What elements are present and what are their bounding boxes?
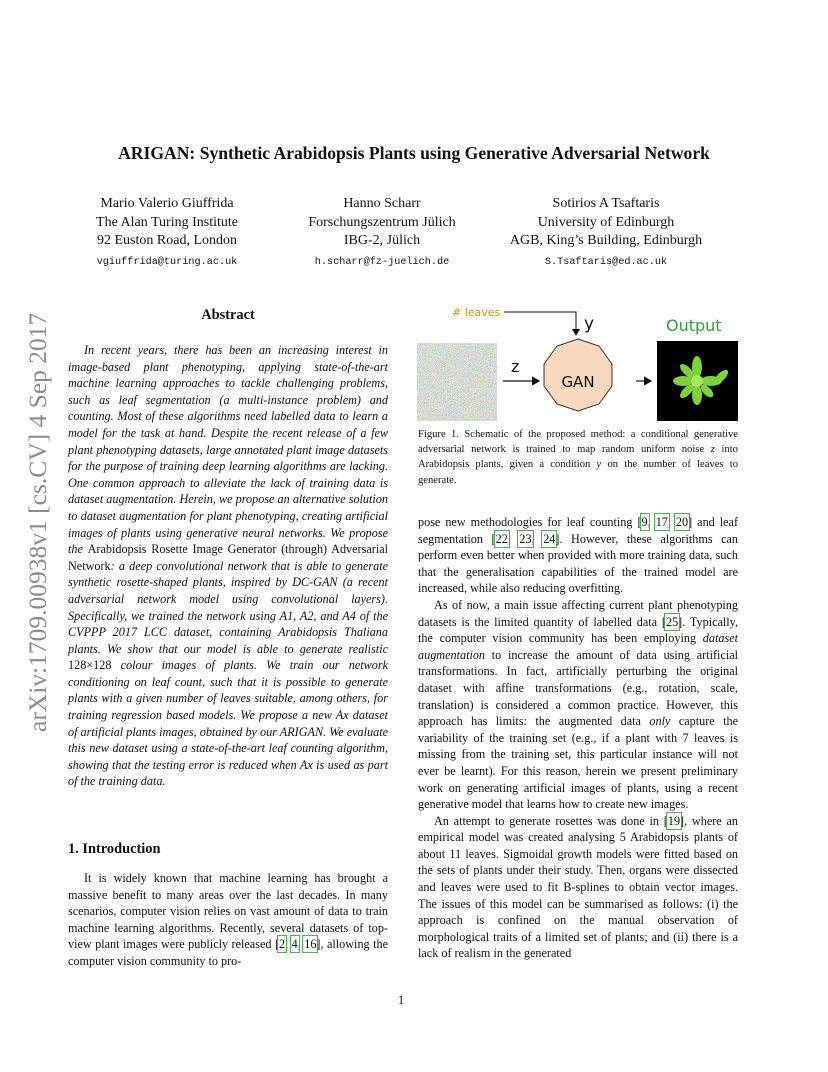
paragraph-text: , allowing the computer vision community to pro-	[68, 937, 388, 968]
author-name: Mario Valerio Giuffrida	[100, 196, 234, 211]
abstract-heading: Abstract	[201, 307, 255, 323]
figure-caption	[418, 427, 738, 488]
arxiv-stamp	[22, 292, 52, 732]
emphasis-text: only	[649, 714, 671, 729]
caption-text: on the number of leaves to generate.	[418, 459, 738, 486]
author-address: IBG-2, Jülich	[343, 233, 421, 248]
caption-text: into Arabidopsis plants, given a condition	[418, 444, 738, 471]
z-label: z	[511, 357, 520, 376]
author-email[interactable]: S.Tsaftaris@ed.ac.uk	[544, 256, 668, 268]
paragraph-text: . However, these algorithms can perform even better when provided with more training data, such that the generalisation capabilities of the trained model are increased, while also reducing overfitting.	[418, 531, 739, 596]
leaves-arrow	[504, 312, 576, 335]
section-heading-introduction: 1. Introduction	[68, 841, 161, 857]
citation-link[interactable]: 2	[279, 937, 286, 952]
page-number: 1	[398, 993, 405, 1007]
paragraph-text: , where an empirical model was created analysing 5 Arabidopsis plants of about 11 leaves. Sigmoidal growth models were fitted based on the sets of plants under their study. Then, organs were dissected and leaves were used to fit B-splines to obtain vector images. The issues of this model can be summarised as follows: (i) the approach is confined on the manual observation of morphological traits of a limited set of plants; and (ii) there is a lack of realism in the generated	[418, 813, 738, 961]
right-column-body	[418, 514, 738, 962]
introduction-body	[68, 870, 388, 970]
author-address: 92 Euston Road, London	[97, 233, 237, 248]
author-email[interactable]: vgiuffrida@turing.ac.uk	[96, 256, 238, 268]
author-block	[72, 195, 262, 272]
abstract-text: colour images of plants. We train our network conditioning on leaf count, such that it is possible to generate plants with a given number of leaves suitable, among others, for training regression based models. We propose a new Ax dataset of artificial plants images, obtained by our ARIGAN. We evaluate this new dataset using a state-of-the-art leaf counting algorithm, showing that the testing error is reduced when Ax is used as part of the training data.	[68, 658, 389, 789]
noise-image	[417, 343, 497, 421]
abstract-text: In recent years, there has been an increasing interest in image-based plant phenotyping, applying state-of-the-art machine learning approaches to tackle challenging problems, such as leaf segmentation (a multi-instance problem) and counting. Most of these algorithms need labelled data to learn a model for the task at hand. Despite the recent release of a few plant phenotyping datasets, large annotated plant image datasets for the purpose of training deep learning algorithms are lacking. One common approach to alleviate the lack of training data is dataset augmentation. Herein, we propose an alternative solution to dataset augmentation for plant phenotyping, creating artificial images of plants using generative neural networks. We propose the	[68, 343, 388, 557]
citation-link[interactable]: 24	[543, 531, 556, 546]
paragraph: It is widely known that machine learning has brought a massive benefit to many areas over the last decades. In many scenarios, computer vision relies on vast amount of data to train machine learning algorithms. Recently, several datasets of top-view plant images were publicly released [2, 4, 16], allowing the computer vision community to pro-	[68, 871, 388, 968]
author-address: AGB, King’s Building, Edinburgh	[509, 233, 703, 248]
paragraph-text: As of now, a main issue affecting current plant phenotyping datasets is the limited quantity of labelled data	[418, 597, 738, 629]
citation-link[interactable]: 19	[667, 813, 681, 828]
paragraph: An attempt to generate rosettes was done in [19], where an empirical model was created analysing 5 Arabidopsis plants of about 11 leaves. Sigmoidal growth models were fitted based on the sets of plants under their study. Then, organs were dissected and leaves were used to fit B-splines to obtain vector images. The issues of this model can be summarised as follows: (i) the approach is confined on the manual observation of morphological traits of a limited set of plants; and (ii) there is a lack of realism in the generated	[418, 813, 738, 961]
output-label: Output	[666, 316, 722, 335]
paper-title: ARIGAN: Synthetic Arabidopsis Plants using Generative Adversarial Network	[118, 143, 710, 163]
citation-link[interactable]: 17	[655, 515, 668, 529]
citation-link[interactable]: 4	[291, 937, 298, 952]
paragraph-text: and leaf segmentation	[418, 515, 739, 546]
paragraph: pose new methodologies for leaf counting [9, 17, 20] and leaf segmentation [22, 23, 24]. However, these algorithms can perform even better when provided with more training data, such that the generalisation capabilities of the trained model are increased, while also reducing overfitting.	[418, 515, 739, 596]
gan-label: GAN	[561, 373, 595, 391]
abstract-model-name: Arabidopsis Rosette Image Generator (through) Adversarial Network	[68, 542, 389, 573]
citation-link[interactable]: 22	[495, 531, 508, 546]
paragraph: As of now, a main issue affecting current plant phenotyping datasets is the limited quantity of labelled data [25]. Typically, the computer vision community has been employing dataset augmentation to increase the amount of data using artificial transformations. In fact, artificially perturbing the original dataset with affine transformations (e.g., rotation, scale, translation) is considered a common practice. However, this approach has limits: the augmented data only capture the variability of the training set (e.g., if a plant with 7 leaves is missing from the training set, this particular instance will not ever be learnt). For this reason, herein we present preliminary work on generating artificial images of plants, using a recent generative model that learns how to create new images.	[418, 597, 739, 812]
caption-text: Figure 1. Schematic of the proposed method: a conditional generative adversarial network is trained to map random uniform noise	[418, 429, 738, 456]
paragraph-text: . Typically, the computer vision community has been employing	[418, 614, 739, 646]
paragraph-text: It is widely known that machine learning has brought a massive benefit to many areas over the last decades. In many scenarios, computer vision relies on vast amount of data to train machine learning algorithms. Recently, several datasets of top-view plant images were publicly released	[68, 871, 388, 952]
abstract-text: : a deep convolutional network that is able to generate synthetic rosette-shaped plants, inspired by DC-GAN (a recent adversarial network model using convolutional layers). Specifically, we trained the network using A1, A2, and A4 of the CVPPP 2017 LCC dataset, containing Arabidopsis Thaliana plants. We show that our model is able to generate realistic	[68, 558, 388, 656]
emphasis-text: dataset augmentation	[418, 631, 739, 662]
citation-link[interactable]: 9	[641, 515, 648, 529]
abstract-body	[68, 342, 388, 790]
caption-math: z	[710, 444, 715, 456]
arxiv-stamp-text: arXiv:1709.00938v1 [cs.CV] 4 Sep 2017	[23, 312, 52, 732]
author-block	[490, 195, 722, 272]
paragraph-text: An attempt to generate rosettes was done in	[434, 813, 660, 828]
citation-link[interactable]: 23	[519, 531, 532, 546]
author-email[interactable]: h.scharr@fz-juelich.de	[314, 256, 450, 268]
citation-link[interactable]: 20	[675, 515, 689, 529]
citation-link[interactable]: 25	[665, 614, 679, 629]
author-affiliation: Forschungszentrum Jülich	[308, 214, 456, 230]
author-name: Sotirios A Tsaftaris	[552, 196, 660, 211]
author-affiliation: The Alan Turing Institute	[96, 214, 238, 230]
citation-link[interactable]: 16	[304, 937, 317, 952]
paragraph-text: pose new methodologies for leaf counting	[418, 515, 633, 529]
caption-math: y	[596, 459, 602, 471]
author-block	[282, 195, 482, 272]
abstract-math: 128×128	[68, 658, 112, 673]
paragraph-text: capture the variability of the training set (e.g., if a plant with 7 leaves is missing from the training set, this particular instance will not ever be learnt). For this reason, herein we present preliminary work on generating artificial images of plants, using a recent generative model that learns how to create new images.	[418, 714, 739, 812]
leaves-label: # leaves	[452, 306, 501, 319]
y-label: y	[584, 314, 595, 334]
author-affiliation: University of Edinburgh	[537, 214, 675, 230]
paragraph-text: to increase the amount of data using artificial transformations. In fact, artificially perturbing the original dataset with affine transformations (e.g., rotation, scale, translation) is considered a common practice. However, this approach has limits: the augmented data	[418, 647, 738, 729]
author-name: Hanno Scharr	[343, 196, 421, 211]
figure-1	[416, 305, 754, 425]
